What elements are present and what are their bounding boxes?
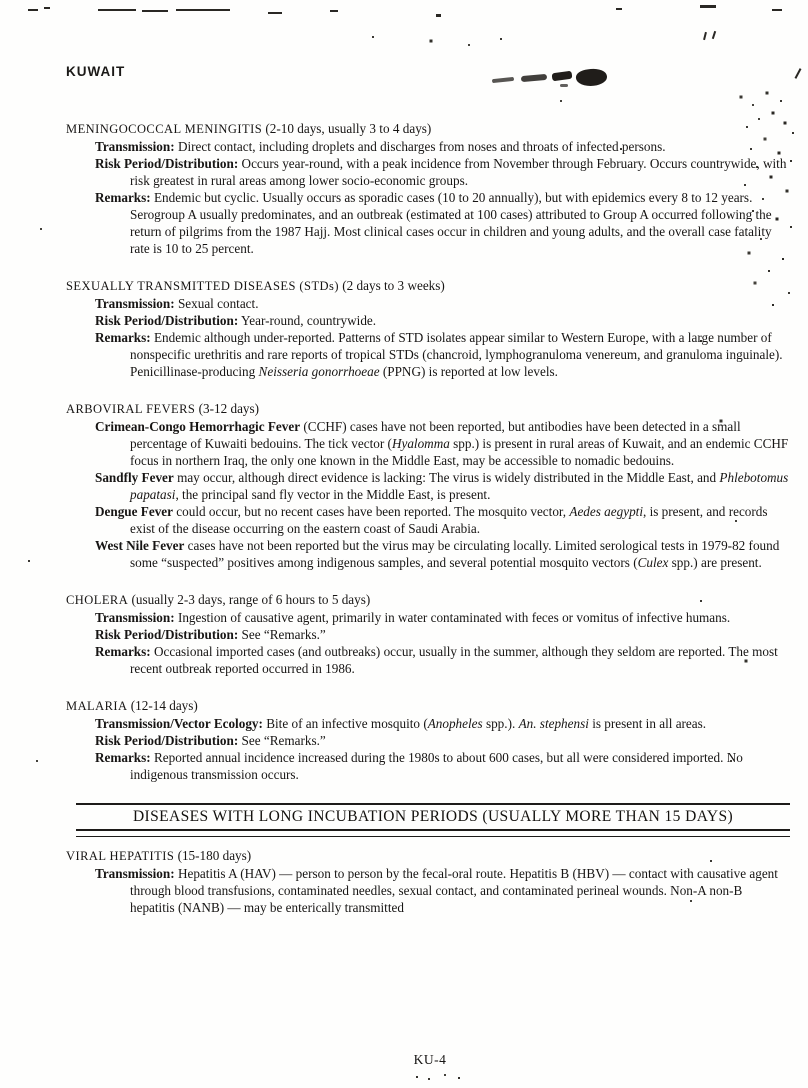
section-heading (66, 277, 790, 295)
para-transmission: Transmission: Sexual contact. (95, 296, 259, 311)
scan-artifact (142, 10, 168, 12)
section-incubation: (usually 2-3 days, range of 6 hours to 5 days) (131, 592, 371, 607)
scan-artifact (44, 7, 50, 9)
para-transmission-vector-ecology: Transmission/Vector Ecology: Bite of an infective mosquito (Anopheles spp.). An. stephensi is present in all areas. (95, 716, 707, 731)
para-remarks: Remarks: Occasional imported cases (and outbreaks) occur, usually in the summer, although they seldom are reported. The most recent outbreak reported occurred in 1986. (95, 644, 778, 676)
para-transmission: Transmission: Hepatitis A (HAV) — person to person by the fecal-oral route. Hepatitis B (HBV) — contact with causative agent through blood transfusions, contaminated needles, sexual contact, and contaminated perineal wounds. Non-A non-B hepatitis (NANB) — may be enterically transmitted (95, 866, 778, 915)
section-incubation: (3-12 days) (198, 401, 260, 416)
section-arboviral-fevers (66, 400, 790, 571)
page-number: KU-4 (413, 1052, 447, 1067)
section-incubation: (2 days to 3 weeks) (342, 278, 445, 293)
banner-title: DISEASES WITH LONG INCUBATION PERIODS (USUALLY MORE THAN 15 DAYS) (132, 808, 734, 825)
scan-artifact (712, 31, 716, 39)
scan-speckles (0, 0, 2, 2)
para-dengue-fever: Dengue Fever could occur, but no recent cases have been reported. The mosquito vector, Aedes aegypti, is present, and records exist of the disease occurring on the eastern coast of Saudi Arabia. (95, 504, 768, 536)
document-body (66, 120, 790, 936)
section-meningococcal-meningitis (66, 120, 790, 257)
scan-smudge (575, 67, 608, 87)
scan-artifact (616, 8, 622, 10)
scan-artifact (772, 9, 782, 11)
scan-artifact (268, 12, 282, 14)
section-title: MALARIA (66, 699, 128, 713)
scan-smudge (521, 74, 547, 82)
long-incubation-banner (76, 803, 790, 837)
scan-smudge (492, 77, 514, 83)
section-heading (66, 400, 790, 418)
para-remarks: Remarks: Endemic but cyclic. Usually occurs as sporadic cases (10 to 20 annually), but with epidemics every 8 to 12 years. Serogroup A usually predominates, and an outbreak (estimated at 100 cases) attributed to Group A occurred following the return of pilgrims from the 1987 Hajj. Most clinical cases occur in children and young adults, and the overall case fatality rate is 10 to 25 percent. (95, 190, 772, 256)
para-risk-period: Risk Period/Distribution: See “Remarks.” (95, 733, 326, 748)
section-title: CHOLERA (66, 593, 129, 607)
section-sexually-transmitted-diseases (66, 277, 790, 380)
para-west-nile-fever: West Nile Fever cases have not been reported but the virus may be circulating locally. Limited serological tests in 1979-82 found some “suspected” positives among indigenous samples, and several potential mosquito vectors (Culex spp.) are present. (95, 538, 780, 570)
scan-artifact (28, 9, 38, 11)
scan-smudge (552, 71, 573, 82)
section-title: VIRAL HEPATITIS (66, 849, 175, 863)
section-title: ARBOVIRAL FEVERS (66, 402, 196, 416)
section-heading (66, 120, 790, 138)
page-header-country: KUWAIT (66, 64, 126, 79)
section-incubation: (12-14 days) (130, 698, 198, 713)
para-sandfly-fever: Sandfly Fever may occur, although direct evidence is lacking: The virus is widely distributed in the Middle East, and Phlebotomus papatasi, the principal sand fly vector in the Middle East, is present. (95, 470, 789, 502)
para-cchf: Crimean-Congo Hemorrhagic Fever (CCHF) cases have not been reported, but antibodies have been detected in a small percentage of Kuwaiti bedouins. The tick vector (Hyalomma spp.) is present in rural areas of Kuwait, and an endemic CCHF focus in northern Iraq, the only one known in the Middle East, may be accessible to nomadic bedouins. (95, 419, 789, 468)
section-cholera (66, 591, 790, 677)
scan-artifact (176, 9, 230, 11)
scan-artifact (700, 5, 716, 8)
scan-artifact (98, 9, 136, 11)
scan-artifact (795, 68, 802, 79)
section-malaria (66, 697, 790, 783)
para-remarks: Remarks: Endemic although under-reported. Patterns of STD isolates appear similar to Western Europe, with a large number of nonspecific urethritis and rare reports of tropical STDs (chancroid, lymphogranuloma venereum, and granuloma inguinale). Penicillinase-producing Neisseria gonorrhoeae (PPNG) is reported at low levels. (95, 330, 783, 379)
para-risk-period: Risk Period/Distribution: See “Remarks.” (95, 627, 326, 642)
section-incubation: (15-180 days) (177, 848, 252, 863)
section-heading (66, 591, 790, 609)
section-heading (66, 697, 790, 715)
banner-rule-bottom-secondary (76, 836, 790, 837)
section-heading (66, 847, 790, 865)
para-risk-period: Risk Period/Distribution: Occurs year-round, with a peak incidence from November through February. Occurs countrywide, with risk greatest in rural areas among lower socio-economic groups. (95, 156, 787, 188)
section-incubation: (2-10 days, usually 3 to 4 days) (265, 121, 432, 136)
scan-smudge (560, 84, 568, 87)
scan-artifact (330, 10, 338, 12)
section-viral-hepatitis (66, 847, 790, 916)
para-transmission: Transmission: Ingestion of causative agent, primarily in water contaminated with feces or vomitus of infective humans. (95, 610, 731, 625)
para-risk-period: Risk Period/Distribution: Year-round, countrywide. (95, 313, 377, 328)
para-transmission: Transmission: Direct contact, including droplets and discharges from noses and throats of infected persons. (95, 139, 666, 154)
section-title: MENINGOCOCCAL MENINGITIS (66, 122, 263, 136)
scan-artifact (703, 32, 707, 40)
section-title: SEXUALLY TRANSMITTED DISEASES (STDs) (66, 279, 339, 293)
para-remarks: Remarks: Reported annual incidence increased during the 1980s to about 600 cases, but all were considered imported. No indigenous transmission occurs. (95, 750, 743, 782)
scan-artifact (436, 14, 441, 17)
